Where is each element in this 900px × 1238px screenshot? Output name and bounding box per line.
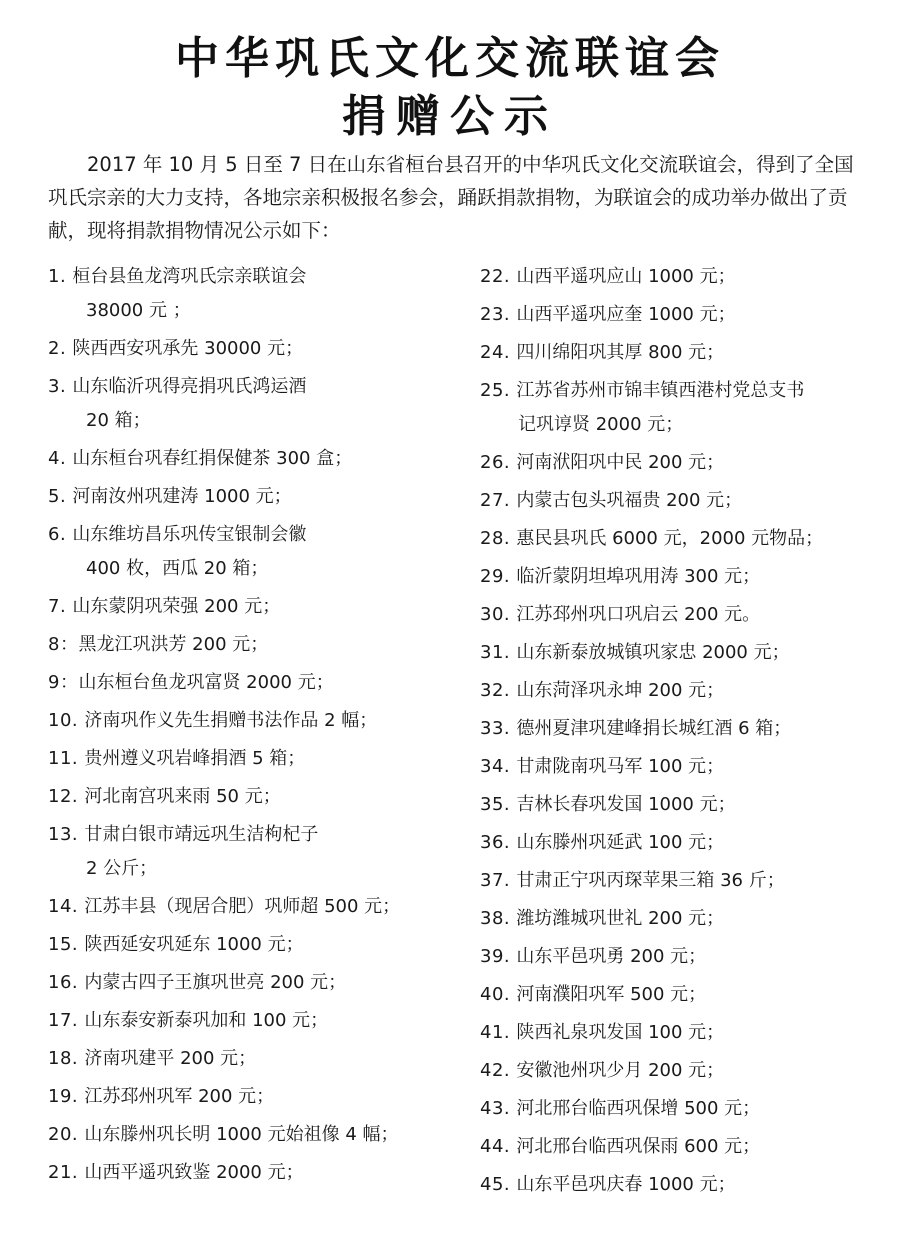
- donor-list-item: [480, 482, 890, 520]
- item-text: 山东蒙阴巩荣强 200 元；: [72, 596, 281, 617]
- item-text: 山东新泰放城镇巩家忠 2000 元；: [516, 642, 790, 663]
- donor-list-item: [48, 516, 468, 588]
- item-text: 河南洑阳巩中民 200 元；: [516, 452, 725, 473]
- donor-list-item: [480, 748, 890, 786]
- item-number: 5.: [48, 486, 73, 507]
- item-text: 山东平邑巩庆春 1000 元；: [516, 1174, 736, 1195]
- item-number: 29.: [480, 566, 517, 587]
- donor-list-item: [48, 740, 468, 778]
- item-text-continued: 20 箱；: [86, 410, 151, 431]
- item-number: 15.: [48, 934, 85, 955]
- item-text: 惠民县巩氏 6000 元，2000 元物品；: [516, 528, 824, 549]
- item-number: 42.: [480, 1060, 517, 1081]
- item-text: 济南巩建平 200 元；: [84, 1048, 257, 1069]
- item-number: 33.: [480, 718, 517, 739]
- item-text-continued: 记巩谆贤 2000 元；: [518, 414, 684, 435]
- donor-list-right: [480, 258, 890, 1204]
- donor-list-item: [480, 596, 890, 634]
- donor-list-item: [480, 296, 890, 334]
- donor-list-item: [480, 938, 890, 976]
- donor-list-item: [480, 1052, 890, 1090]
- donor-list-item: [48, 1078, 468, 1116]
- item-number: 28.: [480, 528, 517, 549]
- item-number: 7.: [48, 596, 73, 617]
- item-text: 潍坊潍城巩世礼 200 元；: [516, 908, 725, 929]
- item-text: 江苏丰县（现居合肥）巩师超 500 元；: [84, 896, 401, 917]
- item-text: 德州夏津巩建峰捐长城红酒 6 箱；: [516, 718, 792, 739]
- page-subtitle: 捐赠公示: [342, 91, 558, 142]
- intro-paragraph: 2017 年 10 月 5 日至 7 日在山东省桓台县召开的中华巩氏文化交流联谊会，得到了全国巩氏宗亲的大力支持，各地宗亲积极报名参会，踊跃捐款捐物，为联谊会的成功举办做出了贡献，现将捐款捐物情况公示如下：: [48, 153, 854, 242]
- item-text-continued: 2 公斤；: [86, 858, 158, 879]
- donor-list-item: [48, 926, 468, 964]
- donor-list-item: [48, 368, 468, 440]
- item-text: 山东维坊昌乐巩传宝银制会徽: [72, 524, 307, 545]
- item-number: 45.: [480, 1174, 517, 1195]
- donor-list-item: [48, 440, 468, 478]
- item-text: 山西平遥巩应奎 1000 元；: [516, 304, 736, 325]
- item-number: 44.: [480, 1136, 517, 1157]
- donor-list-item: [480, 1128, 890, 1166]
- donor-list-item: [48, 778, 468, 816]
- donor-list-item: [480, 558, 890, 596]
- item-text: 黑龙江巩洪芳 200 元；: [78, 634, 269, 655]
- item-number: 32.: [480, 680, 517, 701]
- item-text: 山东滕州巩延武 100 元；: [516, 832, 725, 853]
- donor-list-item: [480, 634, 890, 672]
- item-number: 40.: [480, 984, 517, 1005]
- item-number: 14.: [48, 896, 85, 917]
- item-number: 35.: [480, 794, 517, 815]
- donor-list-item: [480, 824, 890, 862]
- item-number: 12.: [48, 786, 85, 807]
- donor-list-item: [48, 258, 468, 330]
- donor-list-item: [48, 888, 468, 926]
- item-number: 38.: [480, 908, 517, 929]
- donor-list-item: [48, 664, 468, 702]
- item-text: 河南汝州巩建涛 1000 元；: [72, 486, 292, 507]
- item-number: 2.: [48, 338, 73, 359]
- item-text: 陕西西安巩承先 30000 元；: [72, 338, 304, 359]
- donor-list-item: [480, 520, 890, 558]
- donor-list-item: [48, 1116, 468, 1154]
- donor-list-item: [480, 334, 890, 372]
- item-text: 山东平邑巩勇 200 元；: [516, 946, 707, 967]
- donor-list-item: [48, 1002, 468, 1040]
- item-text: 河南濮阳巩军 500 元；: [516, 984, 707, 1005]
- item-number: 9：: [48, 672, 79, 693]
- item-text: 山东泰安新泰巩加和 100 元；: [84, 1010, 329, 1031]
- item-number: 22.: [480, 266, 517, 287]
- item-number: 17.: [48, 1010, 85, 1031]
- item-number: 37.: [480, 870, 517, 891]
- item-text: 河北邢台临西巩保增 500 元；: [516, 1098, 761, 1119]
- item-text: 四川绵阳巩其厚 800 元；: [516, 342, 725, 363]
- item-text-continued: 38000 元 ；: [86, 300, 191, 321]
- item-text: 甘肃正宁巩丙琛苹果三箱 36 斤；: [516, 870, 785, 891]
- item-number: 6.: [48, 524, 73, 545]
- item-number: 20.: [48, 1124, 85, 1145]
- donor-list-item: [48, 1040, 468, 1078]
- item-number: 31.: [480, 642, 517, 663]
- item-text: 山西平遥巩应山 1000 元；: [516, 266, 736, 287]
- item-text: 河北南宫巩来雨 50 元；: [84, 786, 281, 807]
- item-text: 内蒙古四子王旗巩世亮 200 元；: [84, 972, 347, 993]
- item-number: 1.: [48, 266, 73, 287]
- item-number: 3.: [48, 376, 73, 397]
- donor-list-item: [480, 1090, 890, 1128]
- item-text: 桓台县鱼龙湾巩氏宗亲联谊会: [72, 266, 307, 287]
- donor-list-item: [48, 702, 468, 740]
- item-number: 26.: [480, 452, 517, 473]
- donor-list-item: [480, 444, 890, 482]
- item-text: 山东桓台鱼龙巩富贤 2000 元；: [78, 672, 334, 693]
- item-number: 4.: [48, 448, 73, 469]
- item-text: 甘肃陇南巩马军 100 元；: [516, 756, 725, 777]
- item-text: 山东桓台巩春红捐保健茶 300 盒；: [72, 448, 353, 469]
- donor-list-item: [48, 964, 468, 1002]
- donor-list-item: [48, 588, 468, 626]
- item-number: 36.: [480, 832, 517, 853]
- item-number: 25.: [480, 380, 517, 401]
- item-number: 8：: [48, 634, 79, 655]
- donor-list-item: [48, 1154, 468, 1192]
- item-text: 临沂蒙阴坦埠巩用涛 300 元；: [516, 566, 761, 587]
- item-text: 山东临沂巩得亮捐巩氏鸿运酒: [72, 376, 307, 397]
- item-number: 24.: [480, 342, 517, 363]
- item-text: 甘肃白银市靖远巩生洁枸杞子: [84, 824, 319, 845]
- item-text: 山西平遥巩致鉴 2000 元；: [84, 1162, 304, 1183]
- item-number: 10.: [48, 710, 85, 731]
- item-text: 济南巩作义先生捐赠书法作品 2 幅；: [84, 710, 378, 731]
- donor-list-item: [480, 862, 890, 900]
- donor-list-item: [48, 330, 468, 368]
- donor-list-item: [480, 372, 890, 444]
- donor-list-left: [48, 258, 468, 1192]
- item-number: 19.: [48, 1086, 85, 1107]
- item-text: 江苏邳州巩口巩启云 200 元。: [516, 604, 761, 625]
- donor-list-item: [480, 1166, 890, 1204]
- item-number: 23.: [480, 304, 517, 325]
- item-text: 河北邢台临西巩保雨 600 元；: [516, 1136, 761, 1157]
- item-text: 陕西延安巩延东 1000 元；: [84, 934, 304, 955]
- item-text: 江苏邳州巩军 200 元；: [84, 1086, 275, 1107]
- donor-list-item: [480, 258, 890, 296]
- donor-list-item: [48, 816, 468, 888]
- item-text: 贵州遵义巩岩峰捐酒 5 箱；: [84, 748, 306, 769]
- item-text: 内蒙古包头巩福贵 200 元；: [516, 490, 743, 511]
- donor-list-item: [480, 976, 890, 1014]
- item-number: 18.: [48, 1048, 85, 1069]
- item-text: 安徽池州巩少月 200 元；: [516, 1060, 725, 1081]
- item-number: 30.: [480, 604, 517, 625]
- item-number: 11.: [48, 748, 85, 769]
- item-text: 吉林长春巩发国 1000 元；: [516, 794, 736, 815]
- item-text: 陕西礼泉巩发国 100 元；: [516, 1022, 725, 1043]
- page-title: 中华巩氏文化交流联谊会: [175, 33, 725, 84]
- donor-list-item: [480, 710, 890, 748]
- item-number: 27.: [480, 490, 517, 511]
- item-number: 34.: [480, 756, 517, 777]
- item-number: 13.: [48, 824, 85, 845]
- donor-list-item: [480, 900, 890, 938]
- item-text: 江苏省苏州市锦丰镇西港村党总支书: [516, 380, 805, 401]
- item-number: 41.: [480, 1022, 517, 1043]
- donor-list-item: [480, 1014, 890, 1052]
- item-number: 16.: [48, 972, 85, 993]
- item-number: 39.: [480, 946, 517, 967]
- donor-list-item: [48, 626, 468, 664]
- item-number: 21.: [48, 1162, 85, 1183]
- item-text: 山东菏泽巩永坤 200 元；: [516, 680, 725, 701]
- item-number: 43.: [480, 1098, 517, 1119]
- item-text: 山东滕州巩长明 1000 元始祖像 4 幅；: [84, 1124, 399, 1145]
- item-text-continued: 400 枚，西瓜 20 箱；: [86, 558, 269, 579]
- donor-list-item: [480, 786, 890, 824]
- donor-list-item: [48, 478, 468, 516]
- donor-list-item: [480, 672, 890, 710]
